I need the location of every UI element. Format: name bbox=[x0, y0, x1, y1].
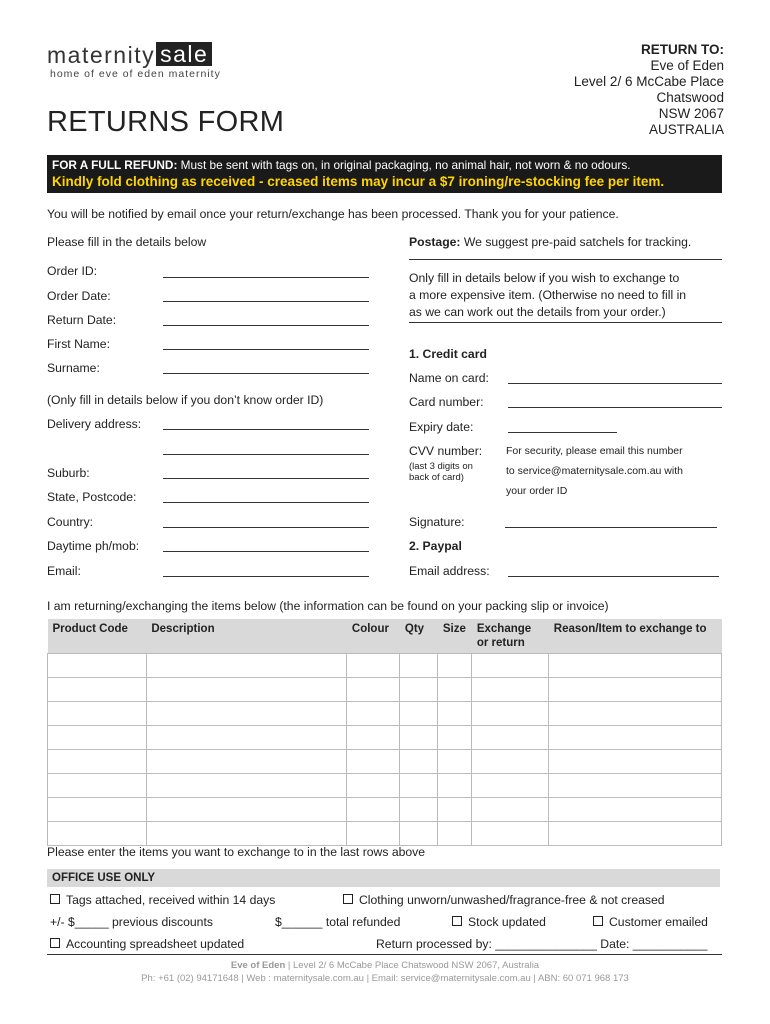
checkbox-icon[interactable] bbox=[50, 894, 60, 904]
divider bbox=[409, 259, 722, 260]
logo-text: maternity bbox=[47, 42, 156, 68]
paypal-email-label: Email address: bbox=[409, 564, 490, 578]
table-cell[interactable] bbox=[472, 702, 549, 726]
clothing-checkbox-row[interactable] bbox=[343, 893, 665, 907]
surname-field[interactable] bbox=[163, 373, 369, 374]
table-cell[interactable] bbox=[146, 822, 347, 846]
table-cell[interactable] bbox=[48, 654, 147, 678]
items-intro: I am returning/exchanging the items below (the information can be found on your packing slip or invoice) bbox=[47, 599, 609, 613]
security-note-line: your order ID bbox=[506, 485, 568, 497]
exchange-rows-note: Please enter the items you want to exchange to in the last rows above bbox=[47, 845, 426, 859]
first-name-field[interactable] bbox=[163, 349, 369, 350]
table-row bbox=[48, 750, 722, 774]
table-cell[interactable] bbox=[549, 750, 722, 774]
signature-label: Signature: bbox=[409, 515, 465, 529]
table-cell[interactable] bbox=[472, 774, 549, 798]
card-number-label: Card number: bbox=[409, 395, 484, 409]
col-reason: Reason/Item to exchange to bbox=[549, 619, 722, 654]
card-number-field[interactable] bbox=[508, 407, 722, 408]
divider bbox=[409, 322, 722, 323]
phone-label: Daytime ph/mob: bbox=[47, 539, 140, 553]
col-exchange-or-return: Exchange or return bbox=[472, 619, 549, 654]
table-cell[interactable] bbox=[48, 750, 147, 774]
country-field[interactable] bbox=[163, 527, 369, 528]
col-description: Description bbox=[146, 619, 347, 654]
table-header-row bbox=[48, 619, 722, 654]
items-table bbox=[47, 619, 722, 846]
office-use-heading: OFFICE USE ONLY bbox=[47, 869, 720, 887]
security-note-line: to service@maternitysale.com.au with bbox=[506, 465, 683, 477]
cvv-hint: back of card) bbox=[409, 472, 464, 483]
table-cell[interactable] bbox=[549, 774, 722, 798]
stock-checkbox-row[interactable] bbox=[452, 915, 546, 929]
order-id-label: Order ID: bbox=[47, 264, 98, 278]
table-cell[interactable] bbox=[472, 822, 549, 846]
checkbox-icon[interactable] bbox=[593, 916, 603, 926]
cvv-label: CVV number: bbox=[409, 444, 483, 458]
credit-card-heading: 1. Credit card bbox=[409, 347, 487, 361]
state-postcode-field[interactable] bbox=[163, 502, 369, 503]
postage-note bbox=[409, 235, 691, 249]
tags-checkbox-row[interactable] bbox=[50, 893, 275, 907]
notification-notice: You will be notified by email once your return/exchange has been processed. Thank you for your patience. bbox=[47, 207, 619, 221]
table-cell[interactable] bbox=[549, 702, 722, 726]
table-cell[interactable] bbox=[438, 750, 472, 774]
surname-label: Surname: bbox=[47, 361, 100, 375]
logo-box-text: sale bbox=[156, 42, 212, 66]
table-cell[interactable] bbox=[438, 774, 472, 798]
ironing-fee-notice: Kindly fold clothing as received - creased items may incur a $7 ironing/re-stocking fee per item. bbox=[52, 174, 665, 189]
footer-contact: Ph: +61 (02) 94171648 | Web : maternitysale.com.au | Email: service@maternitysale.com.au | ABN: 60 071 968 173 bbox=[141, 973, 629, 984]
table-cell[interactable] bbox=[400, 654, 438, 678]
details-intro: Please fill in the details below bbox=[47, 235, 207, 249]
checkbox-icon[interactable] bbox=[452, 916, 462, 926]
accounting-label: Accounting spreadsheet updated bbox=[66, 937, 245, 951]
footer-address-text: | Level 2/ 6 McCabe Place Chatswood NSW 2067, Australia bbox=[285, 960, 540, 971]
checkbox-icon[interactable] bbox=[50, 938, 60, 948]
table-cell[interactable] bbox=[472, 726, 549, 750]
customer-label: Customer emailed bbox=[609, 915, 708, 929]
previous-discounts: +/- $_____ previous discounts bbox=[50, 915, 213, 929]
table-cell[interactable] bbox=[400, 678, 438, 702]
refund-conditions bbox=[52, 158, 631, 172]
table-cell[interactable] bbox=[347, 702, 400, 726]
name-on-card-label: Name on card: bbox=[409, 371, 489, 385]
table-cell[interactable] bbox=[347, 678, 400, 702]
address-line: AUSTRALIA bbox=[648, 122, 724, 137]
customer-checkbox-row[interactable] bbox=[593, 915, 708, 929]
table-cell[interactable] bbox=[549, 726, 722, 750]
expiry-date-label: Expiry date: bbox=[409, 420, 474, 434]
email-label: Email: bbox=[47, 564, 81, 578]
refund-banner bbox=[47, 155, 722, 193]
email-field[interactable] bbox=[163, 576, 369, 577]
col-size: Size bbox=[438, 619, 472, 654]
table-cell[interactable] bbox=[146, 798, 347, 822]
postage-label: Postage: bbox=[409, 235, 461, 249]
table-cell[interactable] bbox=[400, 822, 438, 846]
stock-label: Stock updated bbox=[468, 915, 546, 929]
table-cell[interactable] bbox=[400, 702, 438, 726]
col-colour: Colour bbox=[347, 619, 400, 654]
address-line: Eve of Eden bbox=[650, 58, 724, 73]
phone-field[interactable] bbox=[163, 551, 369, 552]
delivery-address-field-2[interactable] bbox=[163, 454, 369, 455]
first-name-label: First Name: bbox=[47, 337, 110, 351]
order-id-field[interactable] bbox=[163, 277, 369, 278]
table-cell[interactable] bbox=[146, 726, 347, 750]
table-cell[interactable] bbox=[438, 654, 472, 678]
expiry-date-field[interactable] bbox=[508, 432, 617, 433]
return-to-label: RETURN TO: bbox=[641, 42, 724, 57]
delivery-address-field[interactable] bbox=[163, 429, 369, 430]
return-date-field[interactable] bbox=[163, 325, 369, 326]
country-label: Country: bbox=[47, 515, 94, 529]
table-cell[interactable] bbox=[472, 678, 549, 702]
col-qty: Qty bbox=[400, 619, 438, 654]
table-cell[interactable] bbox=[472, 798, 549, 822]
exchange-note-line: Only fill in details below if you wish to exchange to bbox=[409, 271, 680, 285]
col-product-code: Product Code bbox=[48, 619, 147, 654]
postage-text: We suggest pre-paid satchels for tracking. bbox=[460, 235, 692, 249]
table-cell[interactable] bbox=[146, 678, 347, 702]
table-cell[interactable] bbox=[438, 726, 472, 750]
table-row bbox=[48, 702, 722, 726]
order-date-field[interactable] bbox=[163, 301, 369, 302]
table-cell[interactable] bbox=[438, 822, 472, 846]
footer-divider bbox=[47, 954, 722, 955]
exchange-note-line: a more expensive item. (Otherwise no need to fill in bbox=[409, 288, 687, 302]
table-cell[interactable] bbox=[146, 774, 347, 798]
table-cell[interactable] bbox=[48, 678, 147, 702]
table-cell[interactable] bbox=[472, 750, 549, 774]
table-cell[interactable] bbox=[549, 822, 722, 846]
delivery-address-label: Delivery address: bbox=[47, 417, 142, 431]
table-row bbox=[48, 798, 722, 822]
footer-address bbox=[0, 960, 770, 971]
cvv-hint: (last 3 digits on bbox=[409, 461, 473, 472]
address-line: NSW 2067 bbox=[658, 106, 724, 121]
table-row bbox=[48, 678, 722, 702]
logo-tagline: home of eve of eden maternity bbox=[50, 68, 221, 80]
table-cell[interactable] bbox=[347, 798, 400, 822]
table-cell[interactable] bbox=[347, 774, 400, 798]
table-cell[interactable] bbox=[48, 774, 147, 798]
table-cell[interactable] bbox=[400, 750, 438, 774]
table-cell[interactable] bbox=[438, 798, 472, 822]
name-on-card-field[interactable] bbox=[508, 383, 722, 384]
order-date-label: Order Date: bbox=[47, 289, 111, 303]
refund-label: FOR A FULL REFUND: bbox=[52, 158, 178, 172]
table-cell[interactable] bbox=[146, 750, 347, 774]
table-cell[interactable] bbox=[472, 654, 549, 678]
table-cell[interactable] bbox=[48, 822, 147, 846]
table-cell[interactable] bbox=[549, 678, 722, 702]
accounting-checkbox-row[interactable] bbox=[50, 937, 244, 951]
checkbox-icon[interactable] bbox=[343, 894, 353, 904]
state-postcode-label: State, Postcode: bbox=[47, 490, 137, 504]
security-note-line: For security, please email this number bbox=[506, 445, 683, 457]
table-cell[interactable] bbox=[347, 654, 400, 678]
exchange-note-line: as we can work out the details from your order.) bbox=[409, 305, 666, 319]
table-cell[interactable] bbox=[48, 726, 147, 750]
table-row bbox=[48, 774, 722, 798]
return-address bbox=[574, 42, 724, 138]
table-row bbox=[48, 726, 722, 750]
table-cell[interactable] bbox=[400, 774, 438, 798]
table-cell[interactable] bbox=[400, 726, 438, 750]
tags-label: Tags attached, received within 14 days bbox=[66, 893, 276, 907]
table-cell[interactable] bbox=[549, 654, 722, 678]
address-line: Level 2/ 6 McCabe Place bbox=[573, 74, 724, 89]
paypal-heading: 2. Paypal bbox=[409, 539, 462, 553]
table-cell[interactable] bbox=[549, 798, 722, 822]
table-cell[interactable] bbox=[438, 702, 472, 726]
footer-company: Eve of Eden bbox=[230, 960, 286, 971]
table-cell[interactable] bbox=[438, 678, 472, 702]
suburb-field[interactable] bbox=[163, 478, 369, 479]
table-cell[interactable] bbox=[48, 798, 147, 822]
table-cell[interactable] bbox=[347, 726, 400, 750]
clothing-label: Clothing unworn/unwashed/fragrance-free & not creased bbox=[359, 893, 665, 907]
suburb-label: Suburb: bbox=[47, 466, 90, 480]
page-title: RETURNS FORM bbox=[47, 106, 285, 138]
table-cell[interactable] bbox=[146, 654, 347, 678]
refund-text: Must be sent with tags on, in original packaging, no animal hair, not worn & no odours. bbox=[177, 158, 631, 172]
order-id-note: (Only fill in details below if you don’t know order ID) bbox=[47, 393, 324, 407]
address-line: Chatswood bbox=[656, 90, 724, 105]
table-cell[interactable] bbox=[146, 702, 347, 726]
table-cell[interactable] bbox=[48, 702, 147, 726]
table-cell[interactable] bbox=[347, 822, 400, 846]
table-cell[interactable] bbox=[400, 798, 438, 822]
paypal-email-field[interactable] bbox=[508, 576, 719, 577]
return-date-label: Return Date: bbox=[47, 313, 117, 327]
table-row bbox=[48, 822, 722, 846]
brand-logo bbox=[47, 42, 212, 69]
table-cell[interactable] bbox=[347, 750, 400, 774]
processed-by: Return processed by: _______________ Date: ___________ bbox=[376, 937, 708, 951]
table-row bbox=[48, 654, 722, 678]
total-refunded: $______ total refunded bbox=[275, 915, 401, 929]
signature-field[interactable] bbox=[505, 527, 717, 528]
